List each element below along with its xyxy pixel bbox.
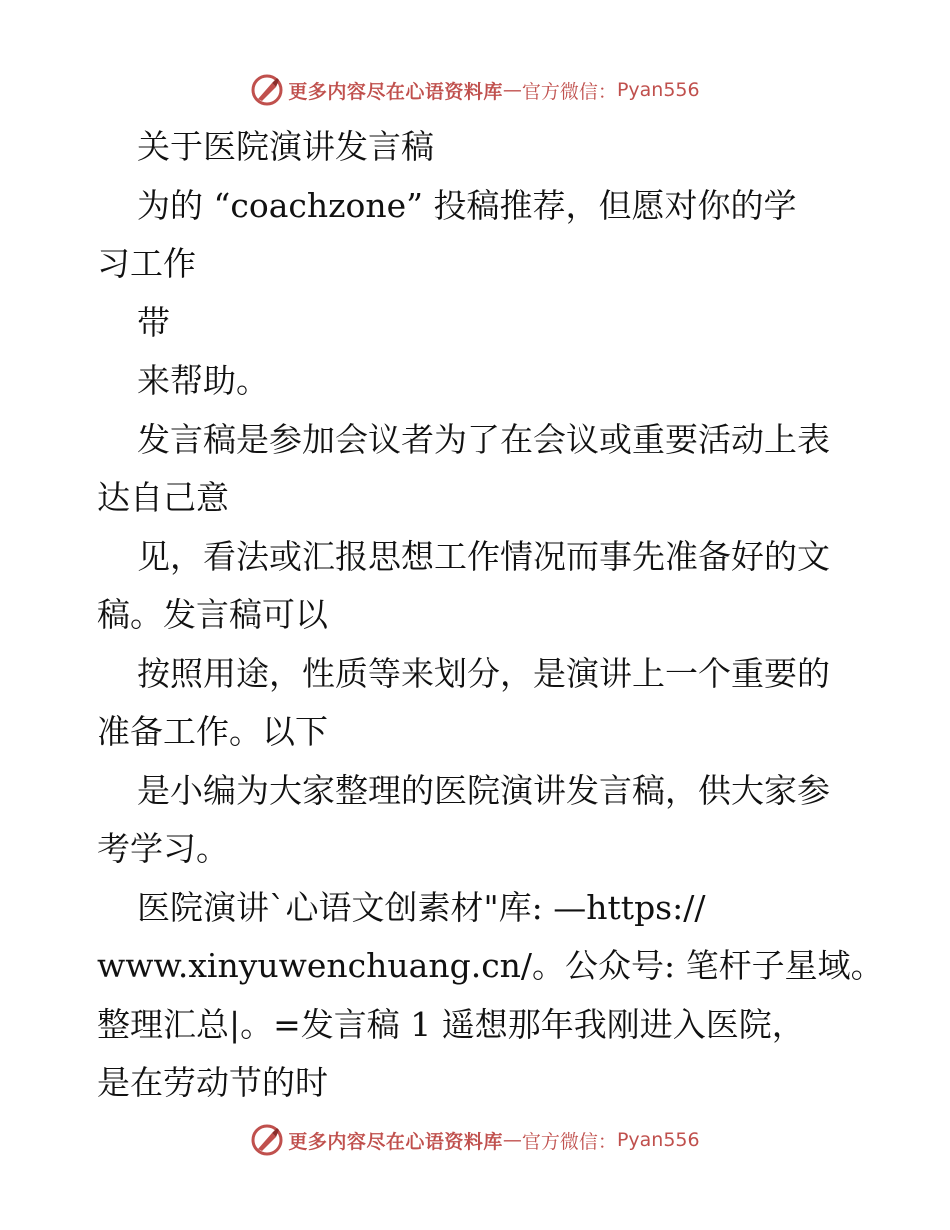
banner-dash: —	[502, 79, 522, 101]
document-title: 关于医院演讲发言稿	[137, 127, 434, 166]
pen-nib-logo-icon	[250, 73, 284, 107]
document-body	[97, 118, 884, 1113]
banner-wechat-label: 官方微信：	[521, 80, 617, 103]
text-line: 考学习。	[97, 829, 229, 868]
banner-text: 更多内容尽在心语资料库	[288, 80, 503, 103]
text-line: 来帮助。	[137, 361, 269, 400]
text-line: 整理汇总|。=发言稿 1 遥想那年我刚进入医院，	[97, 1004, 805, 1044]
header-banner	[0, 70, 950, 110]
banner-wechat-label: 官方微信：	[521, 1130, 617, 1153]
pen-nib-logo-icon	[250, 1123, 284, 1157]
banner-wechat-id: Pyan556	[616, 1129, 700, 1151]
banner-text: 更多内容尽在心语资料库	[288, 1130, 503, 1153]
text-line: 见，看法或汇报思想工作情况而事先准备好的文	[137, 536, 830, 576]
text-line: 带	[137, 302, 170, 342]
text-line: 发言稿是参加会议者为了在会议或重要活动上表	[137, 419, 830, 459]
text-line: www.xinyuwenchuang.cn/。公众号: 笔杆子星域。	[97, 946, 884, 985]
text-line: 医院演讲`心语文创素材"库: —https://	[137, 887, 706, 927]
text-line: 达自己意	[97, 478, 229, 517]
banner-wechat-id: Pyan556	[616, 79, 700, 101]
text-line: 是小编为大家整理的医院演讲发言稿，供大家参	[137, 770, 830, 810]
text-line: 按照用途，性质等来划分，是演讲上一个重要的	[137, 653, 830, 693]
text-line: 准备工作。以下	[97, 712, 328, 751]
banner-dash: —	[502, 1129, 522, 1151]
text-line: 是在劳动节的时	[97, 1063, 328, 1102]
text-line: 稿。发言稿可以	[97, 595, 328, 634]
text-line: 为的 “coachzone” 投稿推荐，但愿对你的学	[137, 185, 797, 225]
footer-banner	[0, 1120, 950, 1160]
text-line: 习工作	[97, 244, 196, 283]
